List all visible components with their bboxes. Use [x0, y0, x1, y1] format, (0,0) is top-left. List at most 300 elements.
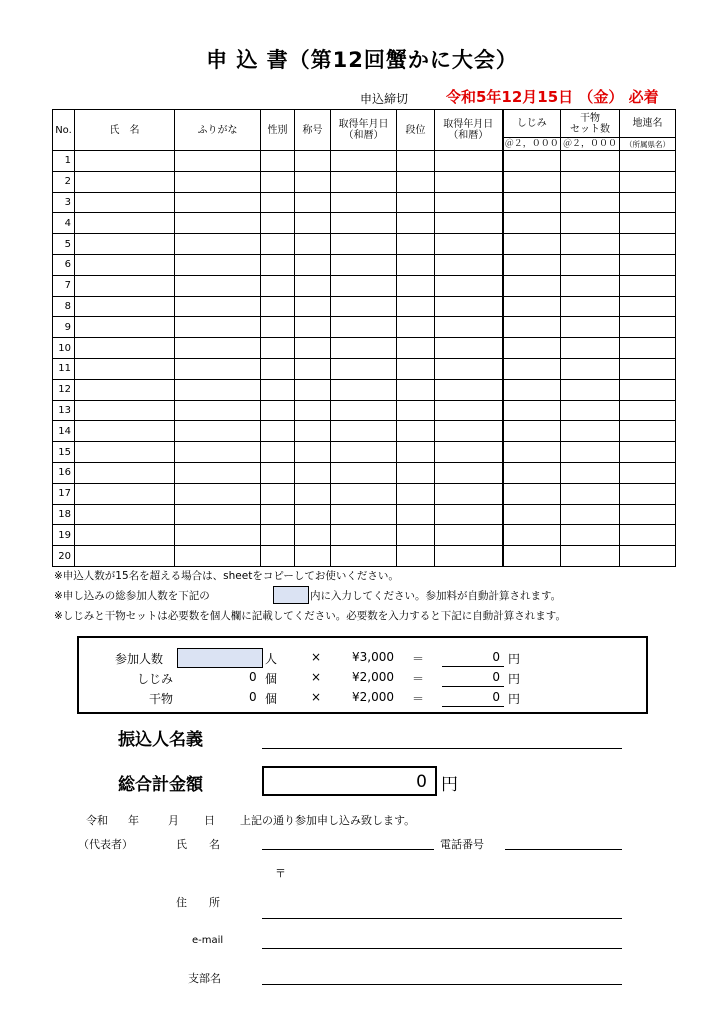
cell-title-rank[interactable] — [295, 151, 331, 172]
row-number: 11 — [53, 358, 75, 379]
cell-shijimi[interactable] — [503, 275, 561, 296]
cell-shijimi[interactable] — [503, 358, 561, 379]
cell-title-rank[interactable] — [295, 504, 331, 525]
cell-himono[interactable] — [561, 213, 620, 234]
phone-field[interactable] — [505, 832, 622, 850]
header-no: No. — [53, 110, 75, 151]
cell-furigana[interactable] — [175, 421, 261, 442]
row-number: 5 — [53, 234, 75, 255]
cell-acquired-date-2[interactable] — [435, 171, 503, 192]
cell-gender[interactable] — [261, 317, 295, 338]
cell-acquired-date-1[interactable] — [331, 234, 397, 255]
date-year: 年 — [128, 814, 139, 827]
cell-acquired-date-2[interactable] — [435, 358, 503, 379]
calc-himono-yen: 円 — [508, 692, 521, 706]
cell-acquired-date-1[interactable] — [331, 442, 397, 463]
cell-acquired-date-2[interactable] — [435, 338, 503, 359]
cell-shijimi[interactable] — [503, 338, 561, 359]
header-region — [620, 110, 676, 151]
cell-name[interactable] — [75, 421, 175, 442]
cell-shijimi[interactable] — [503, 192, 561, 213]
note-shijimi-himono: ※しじみと干物セットは必要数を個人欄に記載してください。必要数を入力すると下記に自動計算されます。 — [54, 610, 566, 622]
rep-name-field[interactable] — [262, 832, 434, 850]
cell-dan[interactable] — [397, 151, 435, 172]
table-row — [53, 171, 676, 192]
cell-dan[interactable] — [397, 442, 435, 463]
cell-gender[interactable] — [261, 296, 295, 317]
cell-name[interactable] — [75, 400, 175, 421]
cell-acquired-date-2[interactable] — [435, 546, 503, 567]
cell-himono[interactable] — [561, 462, 620, 483]
postal-mark: 〒 — [275, 867, 286, 880]
cell-dan[interactable] — [397, 275, 435, 296]
table-row — [53, 442, 676, 463]
calc-himono-unit: 個 — [265, 692, 278, 706]
calc-shijimi-unit: 個 — [265, 672, 278, 686]
cell-acquired-date-2[interactable] — [435, 296, 503, 317]
calc-row-shijimi — [79, 668, 650, 688]
date-month: 月 — [168, 814, 179, 827]
cell-acquired-date-1[interactable] — [331, 275, 397, 296]
cell-furigana[interactable] — [175, 338, 261, 359]
cell-title-rank[interactable] — [295, 525, 331, 546]
table-row — [53, 525, 676, 546]
cell-region[interactable] — [620, 525, 676, 546]
cell-region[interactable] — [620, 338, 676, 359]
cell-name[interactable] — [75, 213, 175, 234]
header-name: 氏 名 — [75, 110, 175, 151]
calc-shijimi-eq: ＝ — [412, 672, 425, 686]
row-number: 13 — [53, 400, 75, 421]
cell-furigana[interactable] — [175, 358, 261, 379]
cell-acquired-date-1[interactable] — [331, 338, 397, 359]
calc-himono-eq: ＝ — [412, 692, 425, 706]
cell-acquired-date-2[interactable] — [435, 317, 503, 338]
cell-furigana[interactable] — [175, 525, 261, 546]
cell-dan[interactable] — [397, 254, 435, 275]
cell-region[interactable] — [620, 296, 676, 317]
row-number: 14 — [53, 421, 75, 442]
cell-acquired-date-2[interactable] — [435, 379, 503, 400]
cell-gender[interactable] — [261, 462, 295, 483]
cell-acquired-date-2[interactable] — [435, 234, 503, 255]
cell-himono[interactable] — [561, 192, 620, 213]
cell-name[interactable] — [75, 462, 175, 483]
cell-region[interactable] — [620, 546, 676, 567]
cell-gender[interactable] — [261, 442, 295, 463]
cell-himono[interactable] — [561, 254, 620, 275]
cell-himono[interactable] — [561, 379, 620, 400]
cell-title-rank[interactable] — [295, 483, 331, 504]
cell-region[interactable] — [620, 483, 676, 504]
table-row — [53, 338, 676, 359]
cell-dan[interactable] — [397, 379, 435, 400]
cell-himono[interactable] — [561, 275, 620, 296]
cell-furigana[interactable] — [175, 171, 261, 192]
cell-region[interactable] — [620, 317, 676, 338]
cell-gender[interactable] — [261, 338, 295, 359]
row-number: 6 — [53, 254, 75, 275]
cell-acquired-date-1[interactable] — [331, 213, 397, 234]
cell-himono[interactable] — [561, 358, 620, 379]
cell-himono[interactable] — [561, 317, 620, 338]
total-amount-yen: 円 — [441, 775, 458, 795]
cell-name[interactable] — [75, 171, 175, 192]
address-field[interactable] — [262, 900, 622, 919]
cell-shijimi[interactable] — [503, 546, 561, 567]
fee-calculation-box — [77, 636, 648, 714]
cell-shijimi[interactable] — [503, 379, 561, 400]
cell-furigana[interactable] — [175, 254, 261, 275]
cell-himono[interactable] — [561, 546, 620, 567]
cell-name[interactable] — [75, 317, 175, 338]
note-over-15: ※申込人数が15名を超える場合は、sheetをコピーしてお使いください。 — [54, 570, 399, 582]
cell-furigana[interactable] — [175, 317, 261, 338]
cell-dan[interactable] — [397, 525, 435, 546]
cell-furigana[interactable] — [175, 400, 261, 421]
header-shijimi-price: ＠２，０００ — [504, 138, 559, 149]
cell-shijimi[interactable] — [503, 234, 561, 255]
cell-furigana[interactable] — [175, 483, 261, 504]
cell-shijimi[interactable] — [503, 483, 561, 504]
cell-acquired-date-2[interactable] — [435, 254, 503, 275]
cell-name[interactable] — [75, 254, 175, 275]
cell-title-rank[interactable] — [295, 213, 331, 234]
cell-furigana[interactable] — [175, 234, 261, 255]
cell-region[interactable] — [620, 358, 676, 379]
cell-title-rank[interactable] — [295, 442, 331, 463]
cell-name[interactable] — [75, 483, 175, 504]
cell-name[interactable] — [75, 151, 175, 172]
cell-gender[interactable] — [261, 213, 295, 234]
cell-acquired-date-1[interactable] — [331, 504, 397, 525]
row-number: 1 — [53, 151, 75, 172]
table-row — [53, 213, 676, 234]
table-header-row — [53, 110, 676, 151]
page-title: 申 込 書（第12回蟹かに大会） — [206, 48, 518, 72]
cell-gender[interactable] — [261, 254, 295, 275]
calc-shijimi-yen: 円 — [508, 672, 521, 686]
cell-gender[interactable] — [261, 234, 295, 255]
cell-acquired-date-1[interactable] — [331, 525, 397, 546]
cell-title-rank[interactable] — [295, 421, 331, 442]
cell-acquired-date-1[interactable] — [331, 296, 397, 317]
cell-acquired-date-1[interactable] — [331, 483, 397, 504]
cell-acquired-date-1[interactable] — [331, 317, 397, 338]
transfer-name-field[interactable] — [262, 730, 622, 749]
cell-acquired-date-1[interactable] — [331, 546, 397, 567]
header-gender: 性別 — [261, 110, 295, 151]
header-region-sub: （所属県名） — [620, 137, 675, 150]
cell-title-rank[interactable] — [295, 171, 331, 192]
table-row — [53, 462, 676, 483]
cell-shijimi[interactable] — [503, 317, 561, 338]
cell-himono[interactable] — [561, 421, 620, 442]
branch-label: 支部名 — [188, 972, 221, 985]
calc-participants-yen: 円 — [508, 652, 521, 666]
cell-region[interactable] — [620, 462, 676, 483]
header-acquired-date-2-sub: （和暦） — [448, 130, 489, 141]
cell-title-rank[interactable] — [295, 379, 331, 400]
cell-shijimi[interactable] — [503, 213, 561, 234]
cell-himono[interactable] — [561, 504, 620, 525]
cell-furigana[interactable] — [175, 192, 261, 213]
cell-title-rank[interactable] — [295, 546, 331, 567]
cell-title-rank[interactable] — [295, 400, 331, 421]
table-row — [53, 317, 676, 338]
email-field[interactable] — [262, 930, 622, 949]
cell-acquired-date-2[interactable] — [435, 275, 503, 296]
cell-gender[interactable] — [261, 358, 295, 379]
cell-acquired-date-2[interactable] — [435, 192, 503, 213]
header-acquired-date-1-label: 取得年月日 — [338, 119, 389, 130]
cell-acquired-date-1[interactable] — [331, 462, 397, 483]
cell-himono[interactable] — [561, 400, 620, 421]
cell-himono[interactable] — [561, 338, 620, 359]
cell-acquired-date-2[interactable] — [435, 442, 503, 463]
calc-participants-amount: 0 — [492, 650, 500, 664]
cell-title-rank[interactable] — [295, 338, 331, 359]
cell-himono[interactable] — [561, 483, 620, 504]
participants-input[interactable] — [177, 648, 263, 668]
cell-region[interactable] — [620, 421, 676, 442]
cell-shijimi[interactable] — [503, 421, 561, 442]
cell-dan[interactable] — [397, 462, 435, 483]
cell-gender[interactable] — [261, 400, 295, 421]
row-number: 15 — [53, 442, 75, 463]
cell-name[interactable] — [75, 192, 175, 213]
calc-shijimi-times: × — [311, 670, 322, 684]
cell-gender[interactable] — [261, 504, 295, 525]
cell-title-rank[interactable] — [295, 234, 331, 255]
cell-shijimi[interactable] — [503, 296, 561, 317]
cell-shijimi[interactable] — [503, 462, 561, 483]
cell-furigana[interactable] — [175, 296, 261, 317]
header-region-label: 地連名 — [632, 118, 663, 129]
table-row — [53, 192, 676, 213]
cell-shijimi[interactable] — [503, 525, 561, 546]
date-reiwa: 令和 — [86, 814, 108, 827]
cell-region[interactable] — [620, 400, 676, 421]
row-number: 12 — [53, 379, 75, 400]
cell-region[interactable] — [620, 234, 676, 255]
header-title-rank: 称号 — [295, 110, 331, 151]
cell-furigana[interactable] — [175, 462, 261, 483]
cell-himono[interactable] — [561, 151, 620, 172]
cell-furigana[interactable] — [175, 442, 261, 463]
transfer-name-label: 振込人名義 — [118, 730, 203, 750]
cell-himono[interactable] — [561, 234, 620, 255]
cell-gender[interactable] — [261, 421, 295, 442]
cell-gender[interactable] — [261, 275, 295, 296]
cell-dan[interactable] — [397, 213, 435, 234]
header-acquired-date-1 — [331, 110, 397, 151]
cell-acquired-date-1[interactable] — [331, 421, 397, 442]
header-furigana: ふりがな — [175, 110, 261, 151]
cell-gender[interactable] — [261, 483, 295, 504]
row-number: 3 — [53, 192, 75, 213]
table-row — [53, 400, 676, 421]
cell-name[interactable] — [75, 296, 175, 317]
cell-name[interactable] — [75, 442, 175, 463]
cell-himono[interactable] — [561, 442, 620, 463]
cell-dan[interactable] — [397, 483, 435, 504]
calc-himono-times: × — [311, 690, 322, 704]
row-number: 7 — [53, 275, 75, 296]
table-row — [53, 421, 676, 442]
cell-himono[interactable] — [561, 171, 620, 192]
cell-acquired-date-2[interactable] — [435, 462, 503, 483]
calc-himono-label: 干物 — [149, 692, 174, 706]
cell-title-rank[interactable] — [295, 296, 331, 317]
deadline-label: 申込締切 — [360, 92, 409, 106]
cell-gender[interactable] — [261, 546, 295, 567]
cell-acquired-date-1[interactable] — [331, 358, 397, 379]
cell-dan[interactable] — [397, 421, 435, 442]
cell-furigana[interactable] — [175, 546, 261, 567]
calc-participants-times: × — [311, 650, 322, 664]
total-amount-box — [262, 766, 437, 796]
header-shijimi-label: しじみ — [516, 118, 547, 129]
cell-gender[interactable] — [261, 379, 295, 400]
calc-row-himono — [79, 688, 650, 708]
row-number: 4 — [53, 213, 75, 234]
cell-acquired-date-2[interactable] — [435, 483, 503, 504]
calc-participants-price: ¥3,000 — [352, 650, 394, 664]
cell-shijimi[interactable] — [503, 442, 561, 463]
calc-row-participants — [79, 648, 650, 668]
cell-acquired-date-1[interactable] — [331, 379, 397, 400]
cell-acquired-date-1[interactable] — [331, 171, 397, 192]
cell-himono[interactable] — [561, 296, 620, 317]
row-number: 19 — [53, 525, 75, 546]
cell-furigana[interactable] — [175, 151, 261, 172]
cell-gender[interactable] — [261, 151, 295, 172]
table-row — [53, 358, 676, 379]
email-label: e-mail — [192, 935, 224, 946]
cell-dan[interactable] — [397, 400, 435, 421]
cell-region[interactable] — [620, 192, 676, 213]
cell-acquired-date-1[interactable] — [331, 400, 397, 421]
cell-furigana[interactable] — [175, 379, 261, 400]
cell-acquired-date-2[interactable] — [435, 400, 503, 421]
table-row — [53, 254, 676, 275]
cell-dan[interactable] — [397, 317, 435, 338]
note-total-participants: ※申し込みの総参加人数を下記の — [54, 590, 210, 602]
cell-dan[interactable] — [397, 338, 435, 359]
cell-region[interactable] — [620, 254, 676, 275]
calc-shijimi-amount: 0 — [492, 670, 500, 684]
cell-name[interactable] — [75, 358, 175, 379]
cell-name[interactable] — [75, 525, 175, 546]
cell-shijimi[interactable] — [503, 151, 561, 172]
total-amount-value: 0 — [416, 772, 427, 792]
table-row — [53, 379, 676, 400]
cell-acquired-date-1[interactable] — [331, 254, 397, 275]
table-row — [53, 546, 676, 567]
cell-title-rank[interactable] — [295, 192, 331, 213]
cell-acquired-date-2[interactable] — [435, 151, 503, 172]
header-himono-label: 干物 セット数 — [570, 112, 610, 135]
cell-region[interactable] — [620, 275, 676, 296]
cell-acquired-date-2[interactable] — [435, 525, 503, 546]
cell-name[interactable] — [75, 379, 175, 400]
cell-himono[interactable] — [561, 525, 620, 546]
cell-dan[interactable] — [397, 358, 435, 379]
cell-name[interactable] — [75, 338, 175, 359]
header-acquired-date-2-label: 取得年月日 — [443, 119, 494, 130]
cell-gender[interactable] — [261, 192, 295, 213]
row-number: 16 — [53, 462, 75, 483]
cell-acquired-date-1[interactable] — [331, 192, 397, 213]
cell-dan[interactable] — [397, 504, 435, 525]
cell-gender[interactable] — [261, 171, 295, 192]
cell-shijimi[interactable] — [503, 171, 561, 192]
cell-shijimi[interactable] — [503, 504, 561, 525]
calc-shijimi-count: 0 — [249, 670, 257, 684]
rep-name-label: 氏 名 — [176, 838, 220, 851]
calc-participants-label: 参加人数 — [115, 652, 164, 666]
row-number: 18 — [53, 504, 75, 525]
cell-dan[interactable] — [397, 546, 435, 567]
cell-name[interactable] — [75, 546, 175, 567]
cell-region[interactable] — [620, 379, 676, 400]
cell-title-rank[interactable] — [295, 317, 331, 338]
cell-dan[interactable] — [397, 192, 435, 213]
calc-participants-eq: ＝ — [412, 652, 425, 666]
cell-furigana[interactable] — [175, 275, 261, 296]
cell-name[interactable] — [75, 504, 175, 525]
declaration-text: 上記の通り参加申し込み致します。 — [240, 814, 416, 827]
entry-table — [52, 109, 676, 567]
cell-title-rank[interactable] — [295, 254, 331, 275]
representative-label: （代表者） — [78, 838, 133, 851]
cell-acquired-date-1[interactable] — [331, 151, 397, 172]
cell-title-rank[interactable] — [295, 358, 331, 379]
cell-region[interactable] — [620, 213, 676, 234]
cell-dan[interactable] — [397, 234, 435, 255]
branch-field[interactable] — [262, 966, 622, 985]
cell-furigana[interactable] — [175, 213, 261, 234]
calc-himono-amount: 0 — [492, 690, 500, 704]
cell-acquired-date-2[interactable] — [435, 421, 503, 442]
cell-acquired-date-2[interactable] — [435, 213, 503, 234]
cell-furigana[interactable] — [175, 504, 261, 525]
row-number: 20 — [53, 546, 75, 567]
cell-name[interactable] — [75, 234, 175, 255]
cell-name[interactable] — [75, 275, 175, 296]
cell-title-rank[interactable] — [295, 275, 331, 296]
cell-dan[interactable] — [397, 171, 435, 192]
calc-shijimi-label: しじみ — [137, 672, 174, 686]
table-row — [53, 234, 676, 255]
row-number: 9 — [53, 317, 75, 338]
header-himono — [561, 110, 620, 151]
note-total-participants-cont: 内に入力してください。参加料が自動計算されます。 — [310, 590, 562, 602]
cell-dan[interactable] — [397, 296, 435, 317]
cell-title-rank[interactable] — [295, 462, 331, 483]
cell-gender[interactable] — [261, 525, 295, 546]
cell-shijimi[interactable] — [503, 400, 561, 421]
cell-shijimi[interactable] — [503, 254, 561, 275]
cell-region[interactable] — [620, 442, 676, 463]
cell-region[interactable] — [620, 171, 676, 192]
table-row — [53, 483, 676, 504]
cell-acquired-date-2[interactable] — [435, 504, 503, 525]
cell-region[interactable] — [620, 504, 676, 525]
cell-region[interactable] — [620, 151, 676, 172]
table-row — [53, 504, 676, 525]
